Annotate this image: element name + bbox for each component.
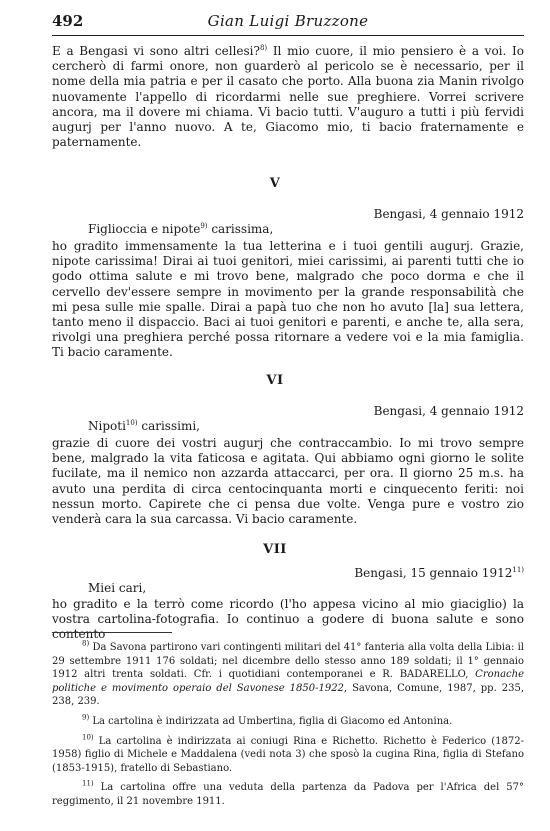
footnote-mark: 11) [82,780,94,789]
footnote-text: Da Savona partirono vari contingenti militari del 41° fanteria alla volta della Libia: il 29 settembre 1911 176 soldati; nel dicembre dello stesso anno 189 soldati; il 1° gennaio 1912 altri trenta soldati. Cfr. i quotidiani contemporanei e R. BADARELLO, [52,642,524,681]
letter-vi-body-text: grazie di cuore dei vostri augurj che contraccambio. Io mi trovo sempre bene, malgrado la vita faticosa e agitata. Qui abbiamo ogni giorno le solite fucilate, ma il nemico non azzarda attaccarci, per ora. Il giorno 25 m.s. ha avuto una perdita di circa centocinquanta morti e cinquecento feriti: noi nessun morto. Capirete che ci pensa due volte. Venga pure e vostro zio venderà cara la sua carcassa. Vi bacio caramente. [52,436,524,527]
footnote-text: La cartolina offre una veduta della partenza da Padova per l'Africa del 57° reggimento, il 21 novembre 1911. [52,782,524,807]
letter-vi-salutation-end: carissimi, [137,419,200,433]
letter-vii-numeral: VII [263,542,287,557]
letter-v-numeral: V [269,176,281,191]
letter-vi-body [52,436,524,527]
header-rule [52,35,524,36]
letter-vii-salutation-text: Miei cari, [88,581,147,595]
footnote-8 [52,641,524,709]
footnote-mark: 9) [82,713,90,722]
letter-v-body-text: ho gradito immensamente la tua letterina e i tuoi gentili augurj. Grazie, nipote carissima! Dirai ai tuoi genitori, miei carissimi, ai parenti tutti che io godo ottima salute e mi trovo bene, malgrado che poco dorma e che il cervello dev'essere sempre in movimento per la grande responsabilità che mi pesa sulle mie spalle. Dirai a papà tuo che non ho avuto [la] sua lettera, tanto meno il dispaccio. Baci ai tuoi genitori e parenti, e anche te, alla sera, rivolgi una preghiera perché possa ritornare a vedere voi e la mia famiglia. Ti bacio caramente. [52,239,524,360]
letter-v-salutation-end: carissima, [207,222,274,236]
intro-text-start: E a Bengasi vi sono altri cellesi? [52,44,260,58]
letter-v-salutation-text: Figlioccia e nipote [88,222,201,236]
letter-v-date [52,207,524,221]
letter-v-body [52,239,524,361]
footnote-10 [52,735,524,776]
letter-vii-date-text: Bengasi, 15 gennaio 1912 [354,566,513,580]
letter-vi-date [52,404,524,418]
footnote-ref-11: 11) [512,566,524,574]
footnote-text: La cartolina è indirizzata ad Umbertina, figlia di Giacomo ed Antonina. [92,715,453,727]
footnote-mark: 8) [82,639,90,648]
letter-v-salutation [88,222,273,236]
letter-vi-date-text: Bengasi, 4 gennaio 1912 [373,404,524,418]
letter-vii-body-text: ho gradito e la terrò come ricordo (l'ho appesa vicino al mio giaciglio) la vostra cartolina-fotografia. Io continuo a godere di buona salute e sono contento [52,597,524,642]
running-header [52,12,524,34]
running-title: Gian Luigi Bruzzone [207,12,369,30]
letter-vii-body [52,597,524,643]
footnote-book-title: Cronache politiche e movimento operaio del Savonese 1850-1922 [52,669,524,694]
footnote-rule [52,632,172,633]
footnote-text-end: , Savona, Comune, 1987, pp. 235, 238, 239. [52,682,524,708]
footnotes [52,641,524,815]
footnote-11 [52,781,524,808]
letter-vi-salutation-text: Nipoti [88,419,126,433]
footnote-ref-9: 9) [200,222,208,230]
letter-vi-numeral: VI [266,373,284,388]
letter-vi-salutation [88,419,200,433]
intro-paragraph [52,44,524,150]
footnote-ref-8: 8) [259,44,268,52]
intro-text-rest: Il mio cuore, il mio pensiero è a voi. Io cercherò di farmi onore, non guarderò al pericolo se è necessario, per il nome della mia patria e per il casato che porto. Alla buona zia Manin rivolgo nuovamente l'appello di ricordarmi nelle sue preghiere. Vorrei scrivere ancora, ma il dovere mi chiama. Vi bacio tutti. V'auguro a tutti i più fervidi augurj per l'anno nuovo. A te, Giacomo mio, ti bacio fraternamente e paternamente. [52,44,524,150]
page-number: 492 [52,12,84,30]
letter-vii-date [52,566,524,580]
footnote-9 [52,715,524,729]
footnote-mark: 10) [82,733,94,742]
letter-vii-salutation [88,581,146,595]
footnote-text: La cartolina è indirizzata ai coniugi Rina e Richetto. Richetto è Federico (1872-1958) figlio di Michele e Maddalena (vedi nota 3) che sposò la cugina Rina, figlia di Stefano (1853-1915), fratello di Sebastiano. [52,735,524,774]
footnote-ref-10: 10) [125,419,138,427]
letter-v-date-text: Bengasi, 4 gennaio 1912 [373,207,524,221]
